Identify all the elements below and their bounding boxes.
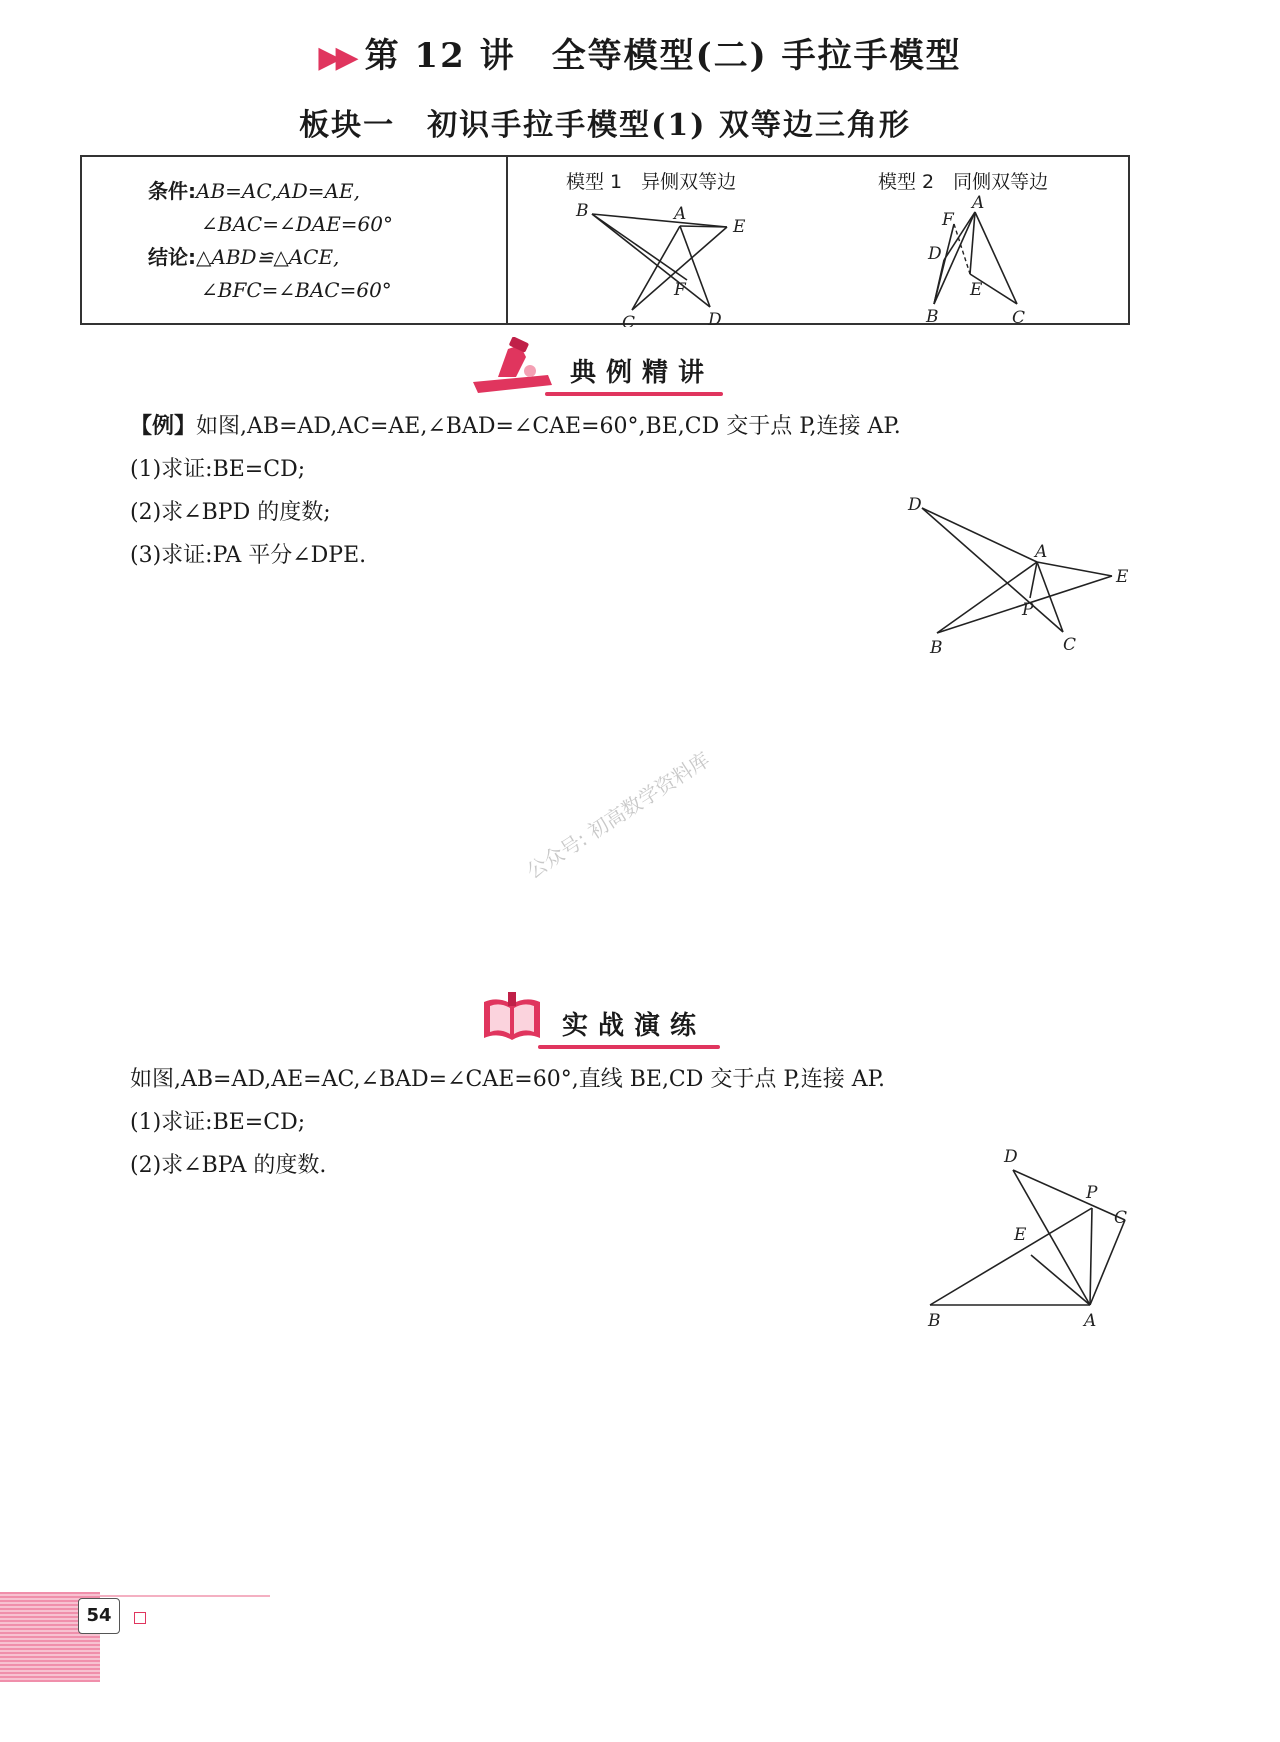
conclusion-line2: ∠BFC=∠BAC=60°	[201, 278, 392, 302]
practice-heading-underline	[538, 1045, 720, 1049]
open-book-icon	[480, 990, 545, 1045]
conclusion-line1: △ABD≌△ACE,	[196, 245, 340, 269]
example-heading-underline	[545, 392, 723, 396]
page-number: 54	[78, 1598, 120, 1634]
model2-title: 模型 2 同侧双等边	[878, 171, 1049, 193]
m1-point-e: E	[733, 217, 746, 237]
practice-heading: 实战演练	[562, 1011, 707, 1041]
condition-line2: ∠BAC=∠DAE=60°	[201, 212, 394, 236]
practice-q1: (1)求证:BE=CD;	[130, 1110, 306, 1135]
model1-diagram	[562, 192, 782, 327]
example-tag: 【例】	[130, 414, 197, 439]
example-intro: 如图,AB=AD,AC=AE,∠BAD=∠CAE=60°,BE,CD 交于点 P,连接 AP.	[196, 414, 901, 439]
model-summary-box	[80, 155, 1130, 325]
condition-block	[148, 175, 393, 307]
block-title: 板块一 初识手拉手模型(1) 双等边三角形	[299, 108, 911, 143]
m2-point-f: F	[942, 210, 954, 230]
watermark-text: 公众号: 初高数学资料库	[522, 747, 714, 884]
ex-point-d: D	[908, 495, 922, 515]
example-q2: (2)求∠BPD 的度数;	[130, 500, 331, 525]
m2-point-b: B	[926, 307, 939, 327]
ex-point-b: B	[930, 638, 943, 658]
practice-intro: 如图,AB=AD,AE=AC,∠BAD=∠CAE=60°,直线 BE,CD 交于点 P,连接 AP.	[130, 1067, 885, 1092]
double-arrow-icon: ▶▶	[318, 40, 353, 75]
pr-point-b: B	[928, 1311, 941, 1330]
box-divider	[506, 157, 508, 323]
pr-point-a: A	[1084, 1311, 1097, 1330]
ex-point-p: P	[1022, 600, 1034, 620]
ex-point-a: A	[1035, 542, 1048, 562]
m2-point-c: C	[1012, 308, 1026, 327]
model1-title: 模型 1 异侧双等边	[566, 171, 737, 193]
practice-diagram	[920, 1140, 1150, 1330]
pr-point-e: E	[1014, 1225, 1027, 1245]
ex-point-e: E	[1116, 567, 1129, 587]
m2-point-a: A	[972, 193, 985, 213]
model2-diagram	[912, 192, 1052, 327]
pr-point-d: D	[1004, 1147, 1018, 1167]
m1-point-c: C	[622, 313, 636, 327]
example-diagram	[900, 490, 1150, 660]
m1-point-f: F	[674, 280, 686, 300]
footer-rule	[100, 1595, 270, 1597]
example-q1: (1)求证:BE=CD;	[130, 457, 306, 482]
pr-point-c: C	[1114, 1208, 1128, 1228]
m2-point-d: D	[928, 244, 942, 264]
m1-point-d: D	[708, 310, 722, 327]
m1-point-a: A	[674, 204, 687, 224]
m1-point-b: B	[576, 201, 589, 221]
m2-point-e: E	[970, 280, 983, 300]
page-square-icon	[134, 1612, 146, 1624]
microscope-icon	[468, 337, 558, 397]
condition-line1: AB=AC,AD=AE,	[196, 179, 360, 203]
conclusion-label: 结论:	[148, 245, 196, 269]
lecture-title	[0, 28, 1280, 77]
example-q3: (3)求证:PA 平分∠DPE.	[130, 543, 367, 568]
pr-point-p: P	[1086, 1183, 1098, 1203]
example-heading: 典例精讲	[570, 358, 715, 388]
practice-q2: (2)求∠BPA 的度数.	[130, 1153, 327, 1178]
condition-label: 条件:	[148, 179, 196, 203]
ex-point-c: C	[1063, 635, 1077, 655]
lecture-title-text: 第 12 讲 全等模型(二) 手拉手模型	[364, 36, 962, 76]
